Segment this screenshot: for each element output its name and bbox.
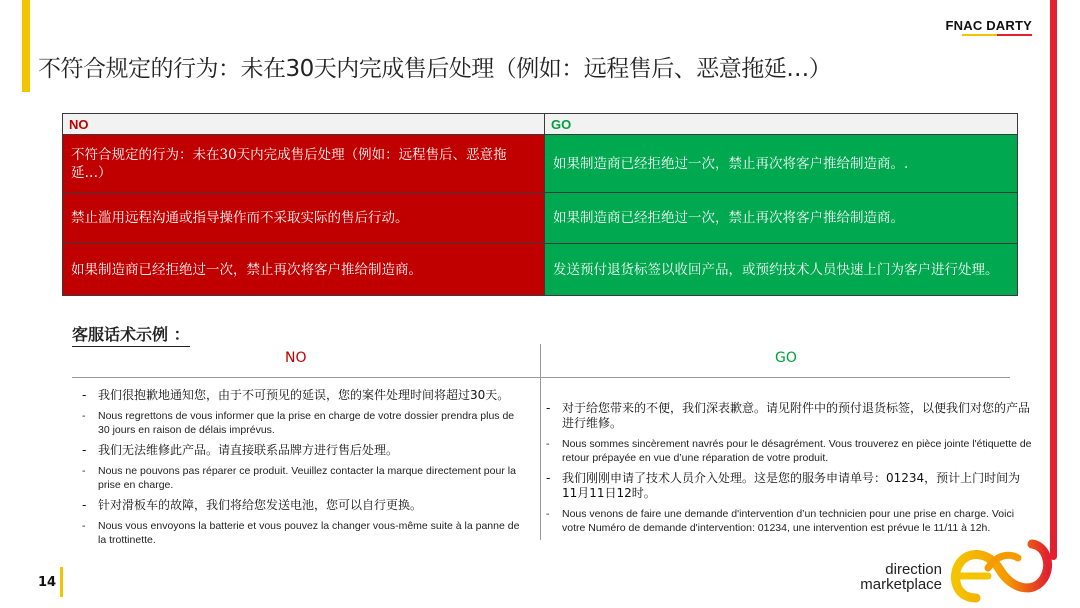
list-item-text: 针对滑板车的故障，我们将给您发送电池，您可以自行更换。 [98,498,423,512]
no-cell: 不符合规定的行为：未在30天内完成售后处理（例如：远程售后、恶意拖延…） [63,135,545,193]
list-item: - 我们刚刚申请了技术人员介入处理。这是您的服务申请单号：01234，预计上门时间为11月11日12时。 [546,471,1021,500]
column-divider [540,344,541,540]
no-go-table [62,113,1018,296]
go-script-list [546,401,1034,541]
logo-line-2: marketplace [860,576,942,593]
list-item: - Nous vous envoyons la batterie et vous pouvez la changer vous-même suite à la panne de la trottinette. [82,520,520,546]
list-item-text: 我们很抱歉地通知您，由于不可预见的延误，您的案件处理时间将超过30天。 [98,388,510,402]
header-divider [72,377,1010,378]
list-item-text: 我们无法维修此产品。请直接联系品牌方进行售后处理。 [98,443,399,457]
list-item-text: Nous regrettons de vous informer que la prise en charge de votre dossier prendra plus de 30 jours en raison de délais imprévus. [98,410,515,436]
page-number: 14 [38,575,57,590]
list-item: - 针对滑板车的故障，我们将给您发送电池，您可以自行更换。 [82,498,423,512]
script-no-label: NO [285,350,307,366]
table-row [63,193,1018,244]
script-examples-heading: 客服话术示例 ： [72,322,190,347]
list-item: - 我们无法维修此产品。请直接联系品牌方进行售后处理。 [82,443,399,457]
go-cell: 如果制造商已经拒绝过一次，禁止再次将客户推给制造商。. [545,135,1018,193]
accent-bar-left [22,0,30,92]
table-row [63,135,1018,193]
table-header-row [63,114,1018,135]
no-cell: 禁止滥用远程沟通或指导操作而不采取实际的售后行动。 [63,193,545,244]
list-item: - 我们很抱歉地通知您，由于不可预见的延误，您的案件处理时间将超过30天。 [82,388,510,402]
no-cell: 如果制造商已经拒绝过一次，禁止再次将客户推给制造商。 [63,244,545,296]
go-cell: 如果制造商已经拒绝过一次，禁止再次将客户推给制造商。 [545,193,1018,244]
accent-line-right [1050,0,1057,560]
list-item: - 对于给您带来的不便，我们深表歉意。请见附件中的预付退货标签，以便我们对您的产品进行维修。 [546,401,1031,430]
script-go-label: GO [775,350,797,366]
brand-logo: FNAC DARTY [945,18,1032,33]
list-item-text: Nous ne pouvons pas réparer ce produit. Veuillez contacter la marque directement pour la prise en charge. [98,465,516,491]
no-column-header: NO [63,114,545,135]
slide-title: 不符合规定的行为：未在30天内完成售后处理（例如：远程售后、恶意拖延…） [38,56,832,82]
direction-marketplace-logo-text [850,562,942,592]
logo-line-1: direction [885,561,942,578]
page-number-bar [60,567,63,597]
list-item-text: Nous sommes sincèrement navrés pour le désagrément. Vous trouverez en pièce jointe l'étiquette de retour prépayée en vue d’une réparation de votre produit. [562,438,1032,464]
list-item: - Nous sommes sincèrement navrés pour le désagrément. Vous trouverez en pièce jointe l'étiquette de retour prépayée en vue d’une réparation de votre produit. [546,438,1032,464]
list-item-text: Nous venons de faire une demande d'intervention d’un technicien pour une prise en charge. Voici votre Numéro de demande d'intervention: 01234, une intervention est prévue le 11/11 à 12h. [562,508,1015,534]
list-item: - Nous ne pouvons pas réparer ce produit. Veuillez contacter la marque directement pour la prise en charge. [82,465,516,491]
table-row [63,244,1018,296]
no-script-list [82,388,522,553]
go-cell: 发送预付退货标签以收回产品，或预约技术人员快速上门为客户进行处理。 [545,244,1018,296]
list-item: - Nous regrettons de vous informer que la prise en charge de votre dossier prendra plus de 30 jours en raison de délais imprévus. [82,410,515,436]
go-column-header: GO [545,114,1018,135]
list-item-text: 对于给您带来的不便，我们深表歉意。请见附件中的预付退货标签，以便我们对您的产品进行维修。 [562,401,1031,430]
brand-logo-underline [962,34,1032,36]
list-item: - Nous venons de faire une demande d'intervention d’un technicien pour une prise en charge. Voici votre Numéro de demande d'intervention: 01234, une intervention est prévue le 11/11 à 12h. [546,508,1015,534]
list-item-text: 我们刚刚申请了技术人员介入处理。这是您的服务申请单号：01234，预计上门时间为11月11日12时。 [562,471,1021,500]
infinity-logo-icon [948,538,1058,608]
list-item-text: Nous vous envoyons la batterie et vous pouvez la changer vous-même suite à la panne de la trottinette. [98,520,520,546]
